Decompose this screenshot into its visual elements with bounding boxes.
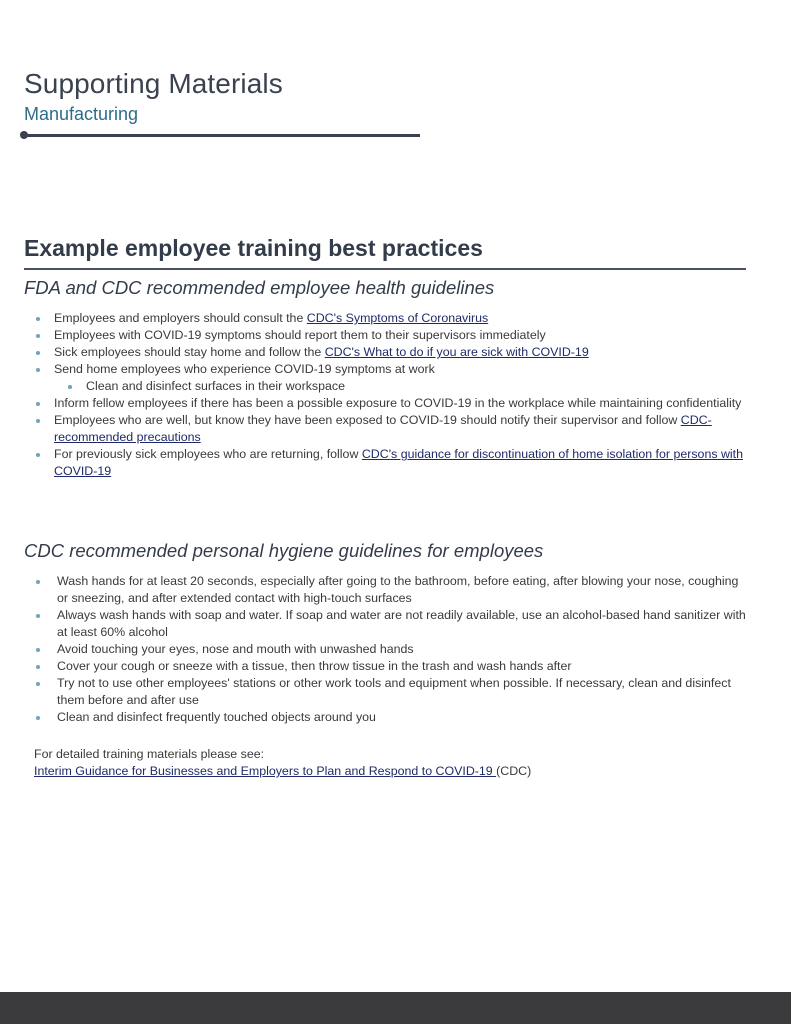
health-guidelines-heading: FDA and CDC recommended employee health guidelines: [24, 277, 495, 298]
page-title: Supporting Materials: [24, 68, 283, 99]
cdc-if-sick-link[interactable]: CDC's What to do if you are sick with COVID-19: [324, 345, 589, 359]
reference-source: (CDC): [496, 764, 532, 778]
list-item-text: Employees and employers should consult the: [54, 311, 307, 325]
list-item: [36, 344, 748, 361]
training-materials-intro: For detailed training materials please see:: [34, 747, 265, 761]
section-title: Example employee training best practices: [24, 235, 483, 261]
list-item-text: Wash hands for at least 20 seconds, especially after going to the bathroom, before eating, after blowing your nose, coughing or sneezing, and after extended contact with high-touch surfaces: [57, 574, 739, 605]
list-item: [36, 709, 748, 726]
list-item-text: Always wash hands with soap and water. If soap and water are not readily available, use an alcohol-based hand sanitizer with at least 60% alcohol: [57, 608, 746, 639]
list-item-text: Send home employees who experience COVID-19 symptoms at work: [54, 362, 435, 376]
hygiene-guidelines-heading: CDC recommended personal hygiene guidelines for employees: [24, 540, 544, 561]
health-guidelines-list: [36, 310, 748, 480]
interim-guidance-link[interactable]: Interim Guidance for Businesses and Employers to Plan and Respond to COVID-19: [34, 764, 497, 778]
list-item-text: Avoid touching your eyes, nose and mouth with unwashed hands: [57, 642, 414, 656]
list-item-text: Try not to use other employees' stations or other work tools and equipment when possible. If necessary, clean and disinfect them before and after use: [57, 676, 731, 707]
cdc-symptoms-link[interactable]: CDC's Symptoms of Coronavirus: [306, 311, 489, 325]
list-item-text: Clean and disinfect frequently touched objects around you: [57, 710, 376, 724]
training-materials-reference: [34, 763, 531, 780]
list-item: [36, 361, 748, 378]
list-item: [36, 412, 748, 446]
list-item: [36, 310, 748, 327]
header-rule: [24, 134, 420, 137]
sub-list-item: [36, 378, 748, 395]
list-item: [36, 573, 748, 607]
cdc-home-isolation-link[interactable]: CDC's guidance for discontinuation of home isolation for persons with COVID-19: [54, 447, 744, 478]
list-item: [36, 327, 748, 344]
list-item: [36, 446, 748, 480]
page-subtitle: Manufacturing: [24, 104, 139, 124]
list-item-text: Employees who are well, but know they have been exposed to COVID-19 should notify their supervisor and follow: [54, 413, 681, 427]
hygiene-guidelines-list: [36, 573, 748, 726]
list-item-text: Employees with COVID-19 symptoms should report them to their supervisors immediately: [54, 328, 546, 342]
list-item-text: Cover your cough or sneeze with a tissue, then throw tissue in the trash and wash hands after: [57, 659, 572, 673]
list-item: [36, 675, 748, 709]
list-item: [36, 641, 748, 658]
list-item: [36, 658, 748, 675]
list-item-text: Clean and disinfect surfaces in their workspace: [86, 379, 345, 393]
cdc-precautions-link[interactable]: CDC-recommended precautions: [54, 413, 712, 444]
section-rule: [24, 268, 746, 270]
list-item-text: For previously sick employees who are returning, follow: [54, 447, 362, 461]
page-footer-bar: [0, 992, 791, 1024]
list-item: [36, 607, 748, 641]
list-item: [36, 395, 748, 412]
list-item-text: Inform fellow employees if there has been a possible exposure to COVID-19 in the workplace while maintaining confidentiality: [54, 396, 742, 410]
list-item-text: Sick employees should stay home and follow the: [54, 345, 325, 359]
